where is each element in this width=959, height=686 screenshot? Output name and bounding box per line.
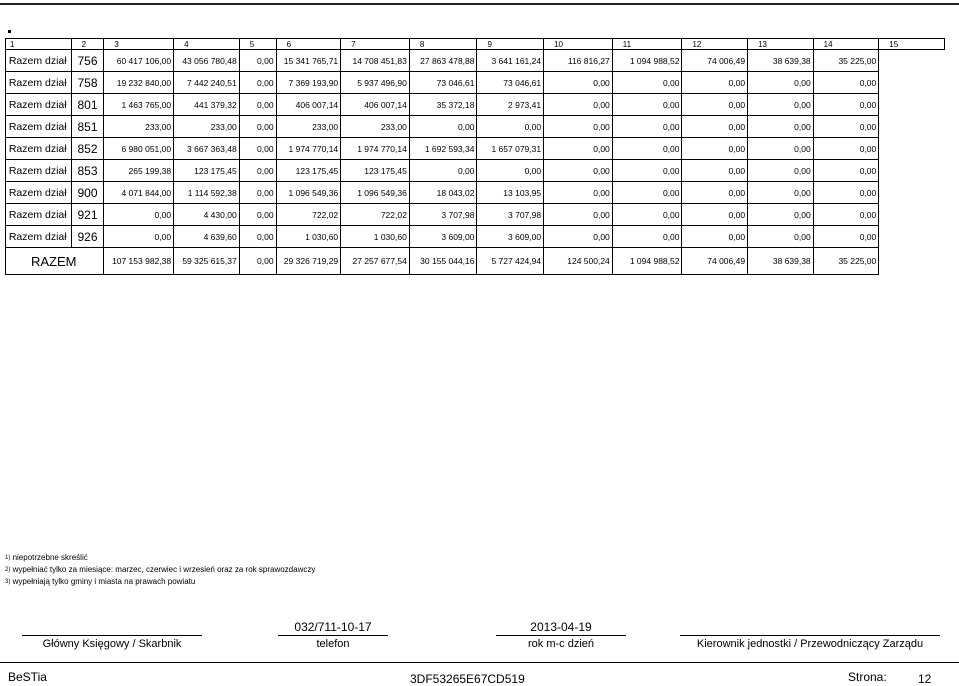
value-cell: 0,00 (748, 226, 814, 248)
value-cell: 3 667 363,48 (174, 138, 240, 160)
value-cell: 722,02 (341, 204, 410, 226)
column-header-2: 2 (71, 39, 104, 50)
value-cell: 0,00 (612, 160, 682, 182)
phone-value: 032/711-10-17 (294, 620, 372, 634)
column-header-9: 9 (477, 39, 544, 50)
value-cell: 0,00 (748, 204, 814, 226)
date-value: 2013-04-19 (530, 620, 592, 634)
row-label: Razem dział (6, 226, 72, 248)
footnote-3: $^{3)}$ wypełniają tylko gminy i miasta na prawach powiatu (5, 577, 196, 586)
section-code: 801 (71, 94, 104, 116)
value-cell: 0,00 (239, 138, 276, 160)
value-cell: 35 225,00 (813, 50, 879, 72)
footnote-1: $^{1)}$ niepotrzebne skreślić (5, 553, 88, 562)
column-header-10: 10 (544, 39, 613, 50)
value-cell: 0,00 (544, 72, 613, 94)
column-number-header (6, 39, 945, 50)
date-caption: rok m-c dzień (527, 638, 595, 650)
value-cell: 0,00 (682, 138, 748, 160)
value-cell: 0,00 (682, 94, 748, 116)
signature-phone (278, 619, 388, 650)
value-cell: 15 341 765,71 (276, 50, 341, 72)
row-label: Razem dział (6, 72, 72, 94)
value-cell: 1 030,60 (341, 226, 410, 248)
value-cell: 3 707,98 (477, 204, 544, 226)
table-body (6, 50, 945, 275)
value-cell: 7 369 193,90 (276, 72, 341, 94)
value-cell: 1 114 592,38 (174, 182, 240, 204)
value-cell: 0,00 (544, 204, 613, 226)
value-cell: 0,00 (239, 116, 276, 138)
value-cell: 2 973,41 (477, 94, 544, 116)
signature-head (680, 619, 940, 650)
value-cell: 123 175,45 (276, 160, 341, 182)
row-label: Razem dział (6, 138, 72, 160)
value-cell: 0,00 (544, 116, 613, 138)
section-code: 926 (71, 226, 104, 248)
section-code: 853 (71, 160, 104, 182)
value-cell: 0,00 (748, 72, 814, 94)
value-cell: 0,00 (104, 226, 174, 248)
value-cell: 3 707,98 (409, 204, 477, 226)
value-cell: 0,00 (612, 138, 682, 160)
table-row (6, 160, 945, 182)
value-cell: 27 257 677,54 (341, 248, 410, 275)
value-cell: 0,00 (813, 138, 879, 160)
value-cell: 107 153 982,38 (104, 248, 174, 275)
value-cell: 0,00 (682, 226, 748, 248)
column-header-13: 13 (748, 39, 814, 50)
value-cell: 1 094 988,52 (612, 50, 682, 72)
value-cell: 722,02 (276, 204, 341, 226)
value-cell: 233,00 (174, 116, 240, 138)
table-row (6, 204, 945, 226)
value-cell: 0,00 (612, 72, 682, 94)
value-cell: 0,00 (612, 116, 682, 138)
value-cell: 0,00 (409, 160, 477, 182)
value-cell: 3 609,00 (409, 226, 477, 248)
row-label: Razem dział (6, 204, 72, 226)
value-cell: 0,00 (748, 94, 814, 116)
total-label: RAZEM (6, 248, 104, 275)
row-label: Razem dział (6, 94, 72, 116)
column-header-15: 15 (879, 39, 945, 50)
value-cell: 441 379,32 (174, 94, 240, 116)
total-row (6, 248, 945, 275)
value-cell: 13 103,95 (477, 182, 544, 204)
value-cell: 4 430,00 (174, 204, 240, 226)
signature-date (496, 619, 626, 650)
row-label: Razem dział (6, 182, 72, 204)
column-header-4: 4 (174, 39, 240, 50)
value-cell: 14 708 451,83 (341, 50, 410, 72)
value-cell: 0,00 (409, 116, 477, 138)
value-cell: 0,00 (239, 160, 276, 182)
column-header-11: 11 (612, 39, 682, 50)
row-label: Razem dział (6, 160, 72, 182)
value-cell: 265 199,38 (104, 160, 174, 182)
footnote-2: $^{2)}$ wypełniać tylko za miesiące: marzec, czerwiec i wrzesień oraz za rok sprawozdawczy (5, 565, 316, 574)
column-header-14: 14 (813, 39, 879, 50)
value-cell: 60 417 106,00 (104, 50, 174, 72)
value-cell: 3 641 161,24 (477, 50, 544, 72)
value-cell: 123 175,45 (341, 160, 410, 182)
section-code: 758 (71, 72, 104, 94)
value-cell: 116 816,27 (544, 50, 613, 72)
signature-accountant-caption: Główny Księgowy / Skarbnik (42, 638, 182, 650)
value-cell: 7 442 240,51 (174, 72, 240, 94)
footer-rule (0, 662, 959, 663)
value-cell: 4 071 844,00 (104, 182, 174, 204)
page-marker (8, 30, 11, 33)
value-cell: 0,00 (239, 94, 276, 116)
value-cell: 29 326 719,29 (276, 248, 341, 275)
value-cell: 406 007,14 (276, 94, 341, 116)
value-cell: 0,00 (612, 182, 682, 204)
table-row (6, 116, 945, 138)
value-cell: 35 372,18 (409, 94, 477, 116)
value-cell: 233,00 (276, 116, 341, 138)
signature-accountant (22, 619, 202, 650)
value-cell: 43 056 780,48 (174, 50, 240, 72)
value-cell: 0,00 (239, 50, 276, 72)
value-cell: 0,00 (682, 116, 748, 138)
value-cell: 123 175,45 (174, 160, 240, 182)
value-cell: 5 727 424,94 (477, 248, 544, 275)
value-cell: 38 639,38 (748, 50, 814, 72)
value-cell: 1 657 079,31 (477, 138, 544, 160)
value-cell: 73 046,61 (477, 72, 544, 94)
value-cell: 0,00 (544, 138, 613, 160)
page-label: Strona: (848, 670, 887, 684)
table-row (6, 50, 945, 72)
document-id: 3DF53265E67CD519 (410, 672, 525, 686)
phone-caption: telefon (316, 638, 350, 650)
value-cell: 0,00 (813, 116, 879, 138)
row-label: Razem dział (6, 50, 72, 72)
value-cell: 0,00 (239, 204, 276, 226)
value-cell: 1 094 988,52 (612, 248, 682, 275)
value-cell: 0,00 (239, 226, 276, 248)
value-cell: 0,00 (748, 160, 814, 182)
table-row (6, 182, 945, 204)
column-header-12: 12 (682, 39, 748, 50)
value-cell: 0,00 (239, 182, 276, 204)
top-rule (0, 3, 959, 5)
column-header-3: 3 (104, 39, 174, 50)
value-cell: 0,00 (612, 204, 682, 226)
value-cell: 0,00 (544, 94, 613, 116)
value-cell: 1 463 765,00 (104, 94, 174, 116)
value-cell: 1 692 593,34 (409, 138, 477, 160)
value-cell: 30 155 044,16 (409, 248, 477, 275)
value-cell: 74 006,49 (682, 50, 748, 72)
value-cell: 0,00 (682, 72, 748, 94)
value-cell: 0,00 (682, 204, 748, 226)
section-code: 851 (71, 116, 104, 138)
value-cell: 0,00 (544, 226, 613, 248)
value-cell: 233,00 (104, 116, 174, 138)
value-cell: 0,00 (477, 116, 544, 138)
value-cell: 1 030,60 (276, 226, 341, 248)
value-cell: 0,00 (813, 72, 879, 94)
value-cell: 0,00 (239, 72, 276, 94)
section-code: 921 (71, 204, 104, 226)
value-cell: 0,00 (813, 226, 879, 248)
page-number: 12 (918, 672, 932, 686)
value-cell: 5 937 496,90 (341, 72, 410, 94)
app-name: BeSTia (8, 670, 47, 684)
value-cell: 0,00 (544, 182, 613, 204)
column-header-7: 7 (341, 39, 410, 50)
footnotes (5, 552, 315, 588)
value-cell: 4 639,60 (174, 226, 240, 248)
column-header-5: 5 (239, 39, 276, 50)
value-cell: 0,00 (612, 94, 682, 116)
value-cell: 0,00 (748, 116, 814, 138)
row-label: Razem dział (6, 116, 72, 138)
value-cell: 0,00 (682, 182, 748, 204)
section-code: 756 (71, 50, 104, 72)
value-cell: 38 639,38 (748, 248, 814, 275)
value-cell: 124 500,24 (544, 248, 613, 275)
table-row (6, 138, 945, 160)
value-cell: 18 043,02 (409, 182, 477, 204)
value-cell: 0,00 (748, 182, 814, 204)
value-cell: 73 046,61 (409, 72, 477, 94)
value-cell: 406 007,14 (341, 94, 410, 116)
signature-head-caption: Kierownik jednostki / Przewodniczący Zarządu (696, 638, 924, 650)
value-cell: 74 006,49 (682, 248, 748, 275)
value-cell: 1 096 549,36 (341, 182, 410, 204)
value-cell: 0,00 (813, 204, 879, 226)
section-code: 900 (71, 182, 104, 204)
value-cell: 0,00 (477, 160, 544, 182)
table-row (6, 226, 945, 248)
value-cell: 0,00 (612, 226, 682, 248)
value-cell: 0,00 (813, 182, 879, 204)
value-cell: 0,00 (813, 160, 879, 182)
value-cell: 6 980 051,00 (104, 138, 174, 160)
column-header-8: 8 (409, 39, 477, 50)
value-cell: 19 232 840,00 (104, 72, 174, 94)
table-row (6, 94, 945, 116)
value-cell: 3 609,00 (477, 226, 544, 248)
value-cell: 0,00 (682, 160, 748, 182)
value-cell: 1 096 549,36 (276, 182, 341, 204)
value-cell: 1 974 770,14 (276, 138, 341, 160)
value-cell: 59 325 615,37 (174, 248, 240, 275)
value-cell: 0,00 (748, 138, 814, 160)
value-cell: 1 974 770,14 (341, 138, 410, 160)
column-header-6: 6 (276, 39, 341, 50)
value-cell: 233,00 (341, 116, 410, 138)
value-cell: 27 863 478,88 (409, 50, 477, 72)
column-header-1: 1 (6, 39, 72, 50)
value-cell: 35 225,00 (813, 248, 879, 275)
value-cell: 0,00 (813, 94, 879, 116)
value-cell: 0,00 (239, 248, 276, 275)
value-cell: 0,00 (104, 204, 174, 226)
value-cell: 0,00 (544, 160, 613, 182)
table-row (6, 72, 945, 94)
report-table (5, 38, 945, 275)
section-code: 852 (71, 138, 104, 160)
